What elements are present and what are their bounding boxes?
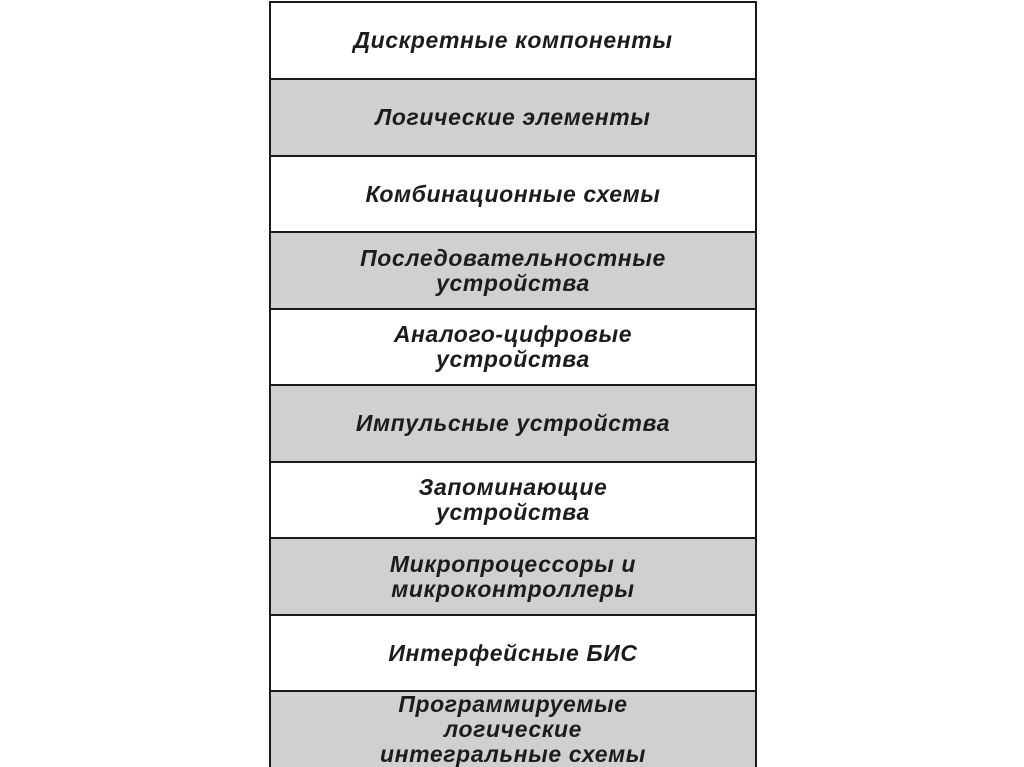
block-interface-lsi	[271, 616, 755, 692]
component-hierarchy-stack	[269, 1, 757, 767]
block-analog-digital-devices	[271, 310, 755, 386]
block-label: Программируемые логические интегральные схемы	[380, 691, 646, 767]
block-label: Микропроцессоры и микроконтроллеры	[389, 550, 637, 602]
block-label: Интерфейсные БИС	[388, 639, 638, 666]
block-discrete-components	[271, 3, 755, 80]
block-memory-devices	[271, 463, 755, 539]
block-label: Дискретные компоненты	[353, 27, 673, 53]
block-label: Запоминающие устройства	[418, 474, 608, 525]
block-label: Импульсные устройства	[355, 410, 671, 436]
block-programmable-logic	[271, 692, 755, 767]
block-sequential-devices	[271, 233, 755, 310]
block-microprocessors	[271, 539, 755, 616]
block-label: Логические элементы	[375, 104, 651, 130]
block-label: Аналого-цифровые устройства	[393, 321, 633, 372]
block-pulse-devices	[271, 386, 755, 463]
block-logic-elements	[271, 80, 755, 157]
block-label: Комбинационные схемы	[365, 180, 661, 207]
block-label: Последовательностные устройства	[360, 244, 666, 296]
block-combinational-circuits	[271, 157, 755, 233]
